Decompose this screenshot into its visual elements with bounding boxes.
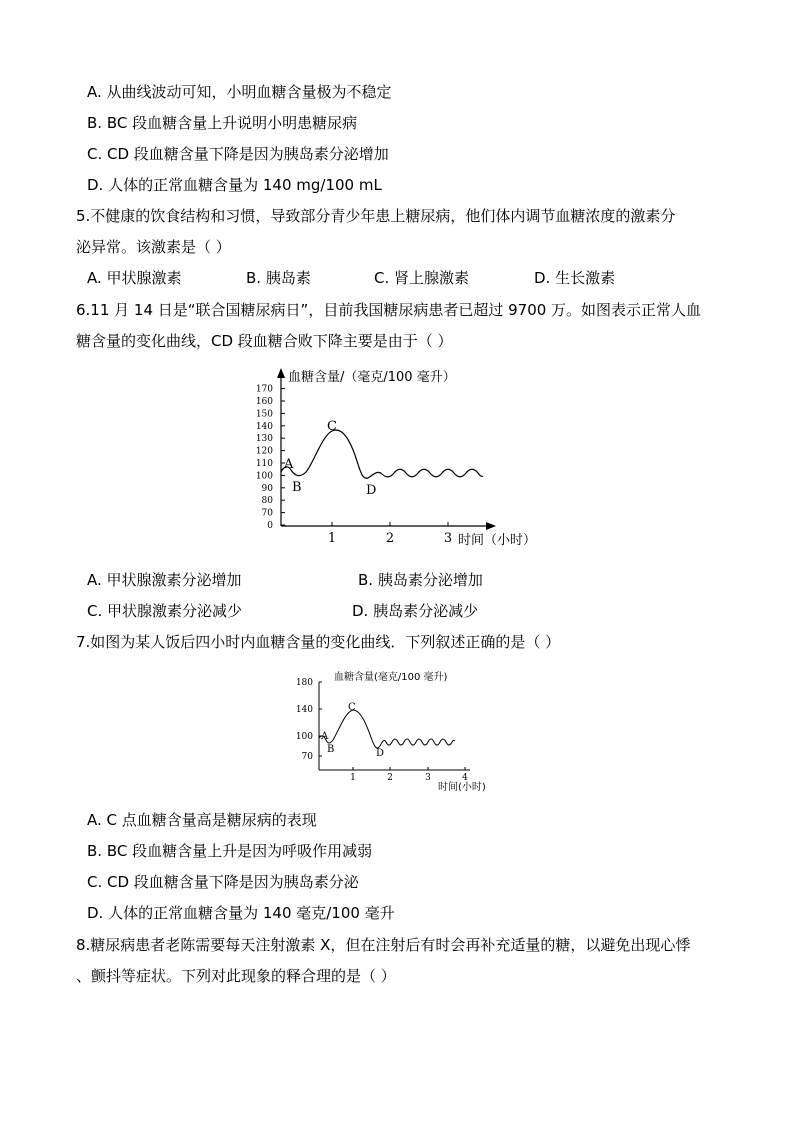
q5-option-d: D. 生长激素 [534, 269, 616, 287]
chart2-point-label-d: D [376, 748, 385, 759]
q6-stem-line1: 6.11 月 14 日是“联合国糖尿病日”，目前我国糖尿病患者已超过 9700 万。如图表示正常人血 [76, 301, 702, 319]
q4-option-a: A. 从曲线波动可知，小明血糖含量极为不稳定 [87, 83, 392, 101]
chart1-y-tick-label: 100 [255, 471, 273, 482]
chart1-y-arrow [277, 368, 285, 378]
chart2-series-line [319, 710, 455, 748]
chart2-x-tick-label: 2 [387, 773, 393, 783]
q7-option-d: D. 人体的正常血糖含量为 140 毫克/100 毫升 [87, 904, 395, 922]
chart1-y-tick-label: 150 [255, 409, 273, 420]
chart1-ylabel: 血糖含量/（毫克/100 毫升） [288, 370, 456, 385]
chart1-point-label-a: A [284, 457, 294, 472]
q7-stem: 7.如图为某人饭后四小时内血糖含量的变化曲线．下列叙述正确的是（ ） [76, 633, 561, 651]
q8-stem-line1: 8.糖尿病患者老陈需要每天注射激素 X，但在注射后有时会再补充适量的糖，以避免出现心悸 [76, 936, 691, 954]
chart2-ylabel: 血糖含量(毫克/100 毫升) [334, 672, 448, 683]
chart1-x-tick-label: 1 [327, 531, 337, 546]
q7-option-b: B. BC 段血糖含量上升是因为呼吸作用减弱 [87, 842, 373, 860]
q7-option-c: C. CD 段血糖含量下降是因为胰岛素分泌 [87, 873, 359, 891]
chart1-x-arrow [486, 522, 496, 530]
q4-option-c: C. CD 段血糖含量下降是因为胰岛素分泌增加 [87, 145, 389, 163]
chart2-x-tick-label: 1 [350, 773, 356, 783]
chart1-series-line [281, 430, 483, 478]
q4-option-d: D. 人体的正常血糖含量为 140 mg/100 mL [87, 176, 382, 194]
q6-option-c: C. 甲状腺激素分泌减少 [87, 602, 243, 620]
chart1-point-label-c: C [327, 419, 337, 434]
q5-stem-line1: 5.不健康的饮食结构和习惯，导致部分青少年患上糖尿病，他们体内调节血糖浓度的激素分 [76, 207, 676, 225]
chart2-xlabel: 时间(小时) [438, 782, 486, 793]
chart1-x-tick-label: 3 [443, 531, 453, 546]
q6-option-d: D. 胰岛素分泌减少 [352, 602, 479, 620]
chart2-point-label-b: B [327, 744, 335, 755]
chart1-y-tick-label: 80 [261, 496, 273, 507]
q5-option-a: A. 甲状腺激素 [87, 269, 182, 287]
chart1-point-label-b: B [292, 480, 302, 495]
q6-option-b: B. 胰岛素分泌增加 [358, 571, 483, 589]
chart1-y-tick-label: 0 [267, 521, 273, 531]
chart1-xlabel: 时间（小时） [458, 533, 537, 548]
q4-option-b: B. BC 段血糖含量上升说明小明患糖尿病 [87, 114, 358, 132]
chart2-x-tick-label: 3 [425, 773, 431, 783]
chart2-y-tick-label: 100 [295, 732, 313, 742]
chart1-y-tick-label: 120 [255, 446, 273, 457]
chart1-y-tick-label: 160 [255, 397, 273, 407]
chart2-point-label-c: C [348, 702, 356, 713]
q8-stem-line2: 、颤抖等症状。下列对此现象的释合理的是（ ） [76, 967, 396, 985]
chart1-y-tick-label: 70 [261, 508, 273, 519]
q5-option-b: B. 胰岛素 [246, 269, 311, 287]
q6-option-a: A. 甲状腺激素分泌增加 [87, 571, 242, 589]
chart2-x-tick-label: 4 [462, 773, 468, 783]
chart1-y-tick-label: 140 [255, 421, 273, 432]
chart-2 [290, 664, 510, 800]
chart1-point-label-d: D [366, 483, 377, 498]
chart2-point-label-a: A [321, 731, 329, 742]
chart2-y-tick-label: 180 [295, 678, 313, 688]
q7-option-a: A. C 点血糖含量高是糖尿病的表现 [87, 811, 317, 829]
q5-option-c: C. 肾上腺激素 [374, 269, 470, 287]
q5-stem-line2: 泌异常。该激素是（ ） [76, 238, 231, 256]
q6-stem-line2: 糖含量的变化曲线，CD 段血糖合败下降主要是由于（ ） [76, 332, 453, 350]
chart2-y-tick-label: 140 [295, 705, 313, 715]
chart1-y-tick-label: 130 [255, 434, 273, 445]
chart1-y-tick-label: 170 [255, 384, 273, 395]
chart1-y-tick-label: 90 [261, 483, 273, 494]
chart2-y-tick-label: 70 [301, 752, 313, 762]
chart-1 [250, 362, 550, 552]
chart1-x-tick-label: 2 [385, 531, 395, 546]
chart1-y-tick-label: 110 [255, 459, 273, 469]
